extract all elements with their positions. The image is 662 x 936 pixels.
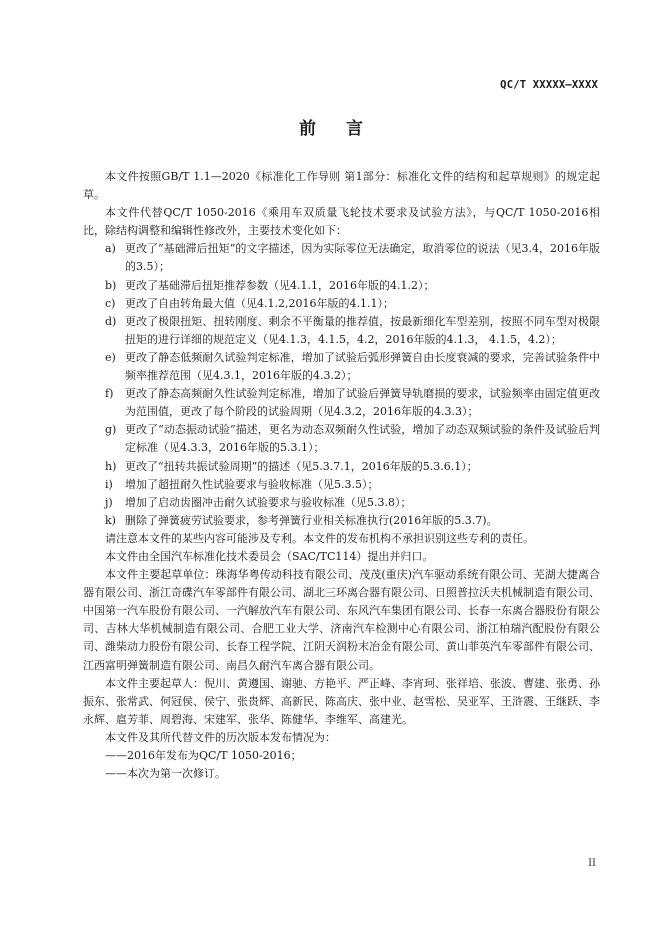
page-number: II <box>588 858 596 869</box>
paragraph-version-history: 本文件及其所代替文件的历次版本发布情况为： <box>105 730 336 744</box>
list-item-text: 增加了超扭耐久性试验要求与验收标准（见5.3.5）； <box>125 477 379 491</box>
list-item-text: 更改了静态高频耐久性试验判定标准，增加了试验后弹簧导轨磨损的要求，试验频率由固定值更改为范围值，更改了每个阶段的试验周期（见4.3.2，2016年版的4.3.3）； <box>125 387 600 419</box>
list-item-text: 更改了基础滞后扭矩推荐参数（见4.1.1，2016年版的4.1.2）； <box>125 278 435 292</box>
list-marker: b) <box>105 278 117 292</box>
list-item-text: 删除了弹簧疲劳试验要求，参考弹簧行业相关标准执行(2016年版的5.3.7)。 <box>125 513 498 527</box>
paragraph-replaces-standard: 本文件代替QC/T 1050-2016《乘用车双质量飞轮技术要求及试验方法》，与QC/T 1050-2016相比，除结构调整和编辑性修改外，主要技术变化如下： <box>83 206 600 238</box>
list-item-text: 更改了“动态振动试验”描述，更名为动态双频耐久性试验，增加了动态双频试验的条件及试验后判定标准（见4.3.3，2016年版的5.3.1）； <box>125 423 600 455</box>
list-marker: j) <box>105 495 113 509</box>
list-item <box>83 476 600 494</box>
paragraph-drafters: 本文件主要起草人：倪川、黄遵国、谢驰、方艳平、严正峰、李宵珂、张祥培、张波、曹建、张勇、孙振东、张常武、何冠侯、侯宁、张贵辉、高新民、陈高庆、张中业、赵雪松、吴亚军、王浒震、王继跃、李永辉、扈芳菲、周碧海、宋建军、张华、陈健华、李维军、高建光。 <box>83 676 600 726</box>
list-item <box>83 421 600 457</box>
list-item <box>83 494 600 512</box>
paragraph-patent-notice: 请注意本文件的某些内容可能涉及专利。本文件的发布机构不承担识别这些专利的责任。 <box>105 531 534 545</box>
list-item <box>83 512 600 530</box>
list-item-text: 更改了静态低频耐久试验判定标准，增加了试验后弧形弹簧自由长度衰减的要求，完善试验条件中频率推荐范围（见4.3.1，2016年版的4.3.2）； <box>125 350 600 383</box>
list-marker: f) <box>105 387 114 401</box>
page-title: 前言 <box>299 119 393 139</box>
technical-changes-list <box>83 240 600 530</box>
list-item-text: 更改了“基础滞后扭矩”的文字描述，因为实际零位无法确定，取消零位的说法（见3.4，2016年版的3.5）； <box>125 242 600 274</box>
list-marker: c) <box>105 296 116 310</box>
list-item <box>83 295 600 313</box>
list-item <box>83 240 600 276</box>
list-marker: k) <box>105 513 116 527</box>
list-marker: a) <box>105 242 116 256</box>
list-item-text: 更改了自由转角最大值（见4.1.2,2016年版的4.1.1）； <box>125 296 394 310</box>
paragraph-drafting-rules: 本文件按照GB/T 1.1—2020《标准化工作导则 第1部分：标准化文件的结构和起草规则》的规定起草。 <box>83 170 600 202</box>
paragraph-drafting-organizations: 本文件主要起草单位：珠海华粤传动科技有限公司、茂茂(重庆)汽车驱动系统有限公司、芜湖大捷离合器有限公司、浙江奇碟汽车零部件有限公司、湖北三环离合器有限公司、日照普拉沃夫机械制造有限公司、中国第一汽车股份有限公司、一汽解放汽车有限公司、东风汽车集团有限公司、长春一东离合器股份有限公司、吉林大华机械制造有限公司、合肥工业大学、济南汽车检测中心有限公司、浙江柏瑞汽配股份有限公司、潍柴动力股份有限公司、长春工程学院、江阴天润粉末冶金有限公司、黄山菲英汽车零部件有限公司、江西富明弹簧制造有限公司、南昌久耐汽车离合器有限公司。 <box>83 568 600 672</box>
list-item <box>83 385 600 421</box>
list-item-text: 增加了启动齿圈冲击耐久试验要求与验收标准（见5.3.8）； <box>125 495 412 509</box>
list-marker: e) <box>105 350 116 364</box>
list-item <box>83 313 600 349</box>
history-item: ——2016年发布为QC/T 1050-2016； <box>105 749 302 762</box>
list-marker: i) <box>105 477 113 491</box>
list-item <box>83 349 600 385</box>
list-marker: h) <box>105 459 117 473</box>
list-marker: d) <box>105 314 117 328</box>
list-item <box>83 277 600 295</box>
list-marker: g) <box>105 423 117 437</box>
list-item-text: 更改了“扭转共振试验周期”的描述（见5.3.7.1，2016年版的5.3.6.1）； <box>125 459 478 473</box>
list-item <box>83 458 600 476</box>
document-body <box>83 168 600 783</box>
paragraph-proposer: 本文件由全国汽车标准化技术委员会（SAC/TC114）提出并归口。 <box>105 549 434 563</box>
document-code: QC/T XXXXX—XXXX <box>500 79 598 91</box>
history-item: ——本次为第一次修订。 <box>105 767 226 781</box>
list-item-text: 更改了极限扭矩、扭转刚度、剩余不平衡量的推荐值，按最新细化车型差别，按照不同车型对极限扭矩的进行详细的规范定义（见4.1.3，4.1.5，4.2，2016年版的4.1.3， 4.1.5，4.2）； <box>125 314 600 346</box>
